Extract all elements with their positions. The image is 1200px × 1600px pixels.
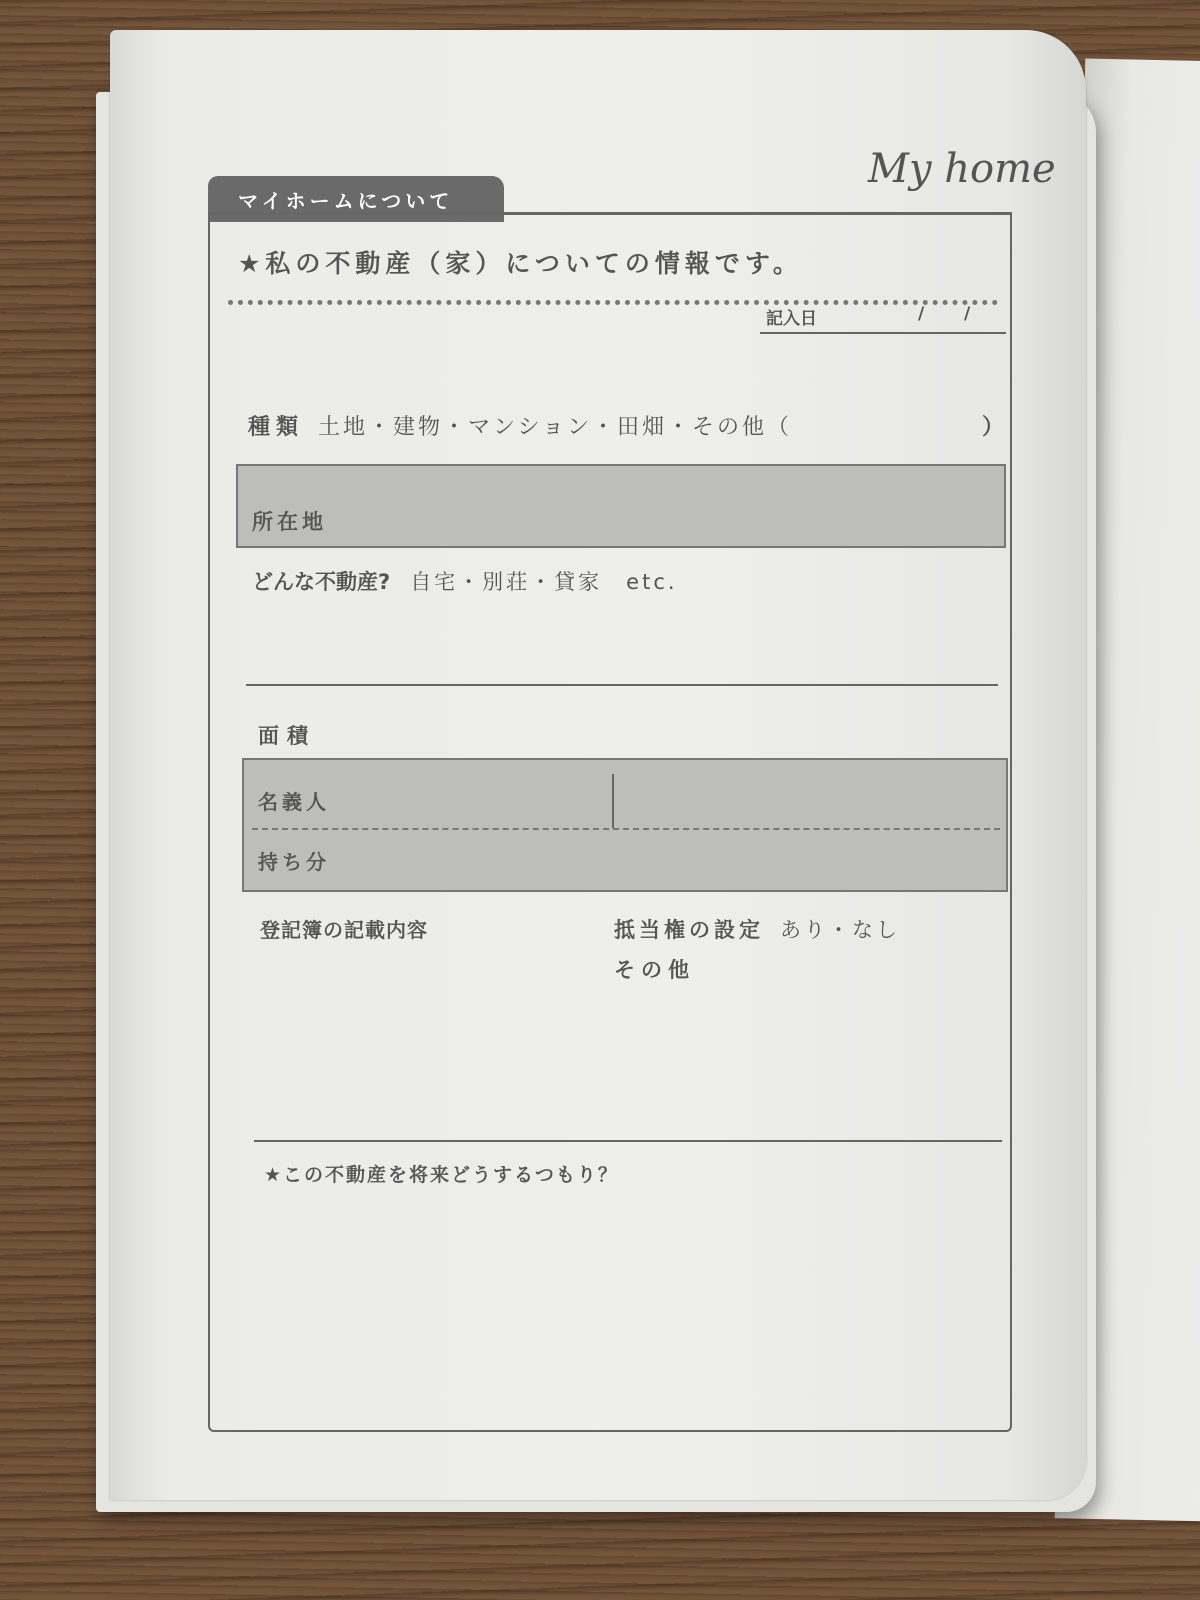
entry-date-field[interactable] xyxy=(760,300,1006,334)
property-type-row xyxy=(248,410,1008,441)
owner-share-box[interactable] xyxy=(242,758,1008,892)
property-kind-label: どんな不動産? xyxy=(252,570,391,594)
other-label: その他 xyxy=(614,958,695,982)
dashed-divider xyxy=(252,828,1000,830)
entry-date-label: 記入日 xyxy=(766,309,817,329)
registry-label: 登記簿の記載内容 xyxy=(260,918,428,942)
property-type-options[interactable]: 土地・建物・マンション・田畑・その他（ xyxy=(318,415,793,440)
share-label: 持ち分 xyxy=(258,850,330,874)
my-home-title: My home xyxy=(868,146,1056,192)
other-paren-close: ） xyxy=(982,415,1005,440)
owner-label: 名義人 xyxy=(258,790,330,814)
address-field[interactable] xyxy=(236,464,1006,548)
section-tab-label: マイホームについて xyxy=(238,188,454,213)
property-kind-row xyxy=(252,566,678,596)
section-divider xyxy=(254,1140,1002,1142)
future-plan-question: ★この不動産を将来どうするつもり？ xyxy=(264,1164,619,1186)
mortgage-row xyxy=(614,914,900,944)
date-separator: / xyxy=(964,304,971,324)
owner-divider xyxy=(612,774,614,828)
address-label: 所在地 xyxy=(252,510,327,534)
mortgage-options[interactable]: あり・なし xyxy=(780,918,900,942)
property-type-label: 種類 xyxy=(248,415,305,440)
section-divider xyxy=(246,684,998,686)
mortgage-label: 抵当権の設定 xyxy=(614,918,764,942)
date-separator: / xyxy=(918,304,925,324)
area-label: 面積 xyxy=(258,724,316,748)
property-kind-options[interactable]: 自宅・別荘・貸家 etc. xyxy=(410,570,678,594)
form-heading: ★私の不動産（家）についての情報です。 xyxy=(238,249,803,278)
